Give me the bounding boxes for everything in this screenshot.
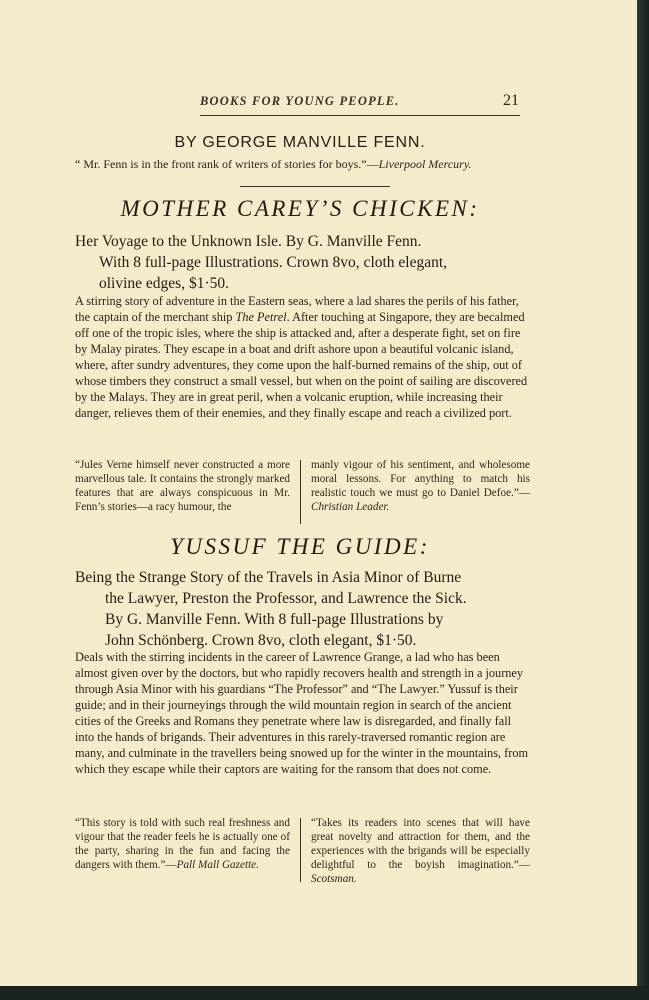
review-left [75,816,290,872]
section-rule [240,186,390,187]
ship-name: The Petrel [235,310,287,324]
review-text: “This story is told with such real freshness and vigour that the reader feels he is actually one of the party, sharing in the fun and facing the dangers with them.”— [75,817,290,871]
subtitle-line: Being the Strange Story of the Travels in Asia Minor of Burne [75,569,462,586]
review-left: “Jules Verne himself never constructed a more marvellous tale. It contains the strongly marked features that are always conspicuous in Mr. Fenn’s stories—a racy humour, the [75,459,290,513]
book-description-mother-carey [75,293,530,421]
review-source: Christian Leader. [311,501,390,513]
header-rule [200,115,520,116]
review-text: manly vigour of his sentiment, and wholesome moral lessons. For anything to match his realistic touch we must go to Daniel Defoe.”— [311,459,530,499]
review-columns-yussuf [75,816,530,886]
review-text: “Takes its readers into scenes that will have great novelty and attraction for them, and the experiences with the brigands will be especially delightful to the boyish imagination.”— [311,817,530,871]
intro-quote-text: “ Mr. Fenn is in the front rank of writers of stories for boys.”— [75,157,379,171]
subtitle-line: Her Voyage to the Unknown Isle. By G. Manville Fenn. [75,233,422,250]
description-text: . After touching at Singapore, they are becalmed off one of the tropic isles, where the ship is attacked and, after a desperate fight, set on fire by Malay pirates. They escape in a boat and drift ashore upon a beautiful volcanic island, where, after sundry adventures, they come upon the half-burned remains of the ship, out of whose timbers they construct a small vessel, but when on the point of sailing are discovered by the Malays. They are in great peril, when a volcanic eruption, while increasing their danger, relieves them of their enemies, and they finally escape and reach a civilized port. [75,310,528,420]
book-subtitle-mother-carey [75,231,530,294]
subtitle-line: With 8 full-page Illustrations. Crown 8vo, cloth elegant, [99,254,448,271]
review-right [311,458,530,514]
book-title-yussuf: YUSSUF THE GUIDE: [170,534,430,559]
page-number: 21 [503,92,519,109]
subtitle-line: olivine edges, $1·50. [99,275,230,292]
book-subtitle-yussuf [75,567,530,651]
description-text: A stirring story of adventure in the Eastern seas, where a lad shares the perils of his father, the captain of the merchant ship [75,294,519,324]
author-heading: BY GEORGE MANVILLE FENN. [174,134,426,151]
intro-quote [75,156,530,172]
review-columns-mother-carey [75,458,530,528]
running-header: BOOKS FOR YOUNG PEOPLE. [200,94,400,108]
review-right [311,816,530,886]
column-divider [300,460,301,524]
review-source: Scotsman. [311,873,357,885]
book-cover-edge [637,0,649,1000]
subtitle-line: the Lawyer, Preston the Professor, and Lawrence the Sick. [105,590,467,607]
subtitle-line: By G. Manville Fenn. With 8 full-page Illustrations by [105,611,444,628]
subtitle-line: John Schönberg. Crown 8vo, cloth elegant, $1·50. [105,632,417,649]
intro-quote-source: Liverpool Mercury. [378,157,472,171]
column-divider [300,818,301,882]
book-description-yussuf: Deals with the stirring incidents in the career of Lawrence Grange, a lad who has been almost given over by the doctors, but who rapidly recovers health and strength in a journey through Asia Minor with his guardians “The Professor” and “The Lawyer.” Yussuf is their guide; and in their journeyings through the wild mountain region in search of the ancient cities of the Greeks and Romans they penetrate where law is disregarded, and finally fall into the hands of brigands. Their adventures in this rarely-traversed romantic region are many, and culminate in the travellers being snowed up for the winter in the mountains, from which they escape while their captors are waiting for the ransom that does not come. [75,650,529,776]
book-title-mother-carey: MOTHER CAREY’S CHICKEN: [120,196,480,221]
review-source: Pall Mall Gazette. [176,859,259,871]
book-cover-edge-bottom [0,986,649,1000]
